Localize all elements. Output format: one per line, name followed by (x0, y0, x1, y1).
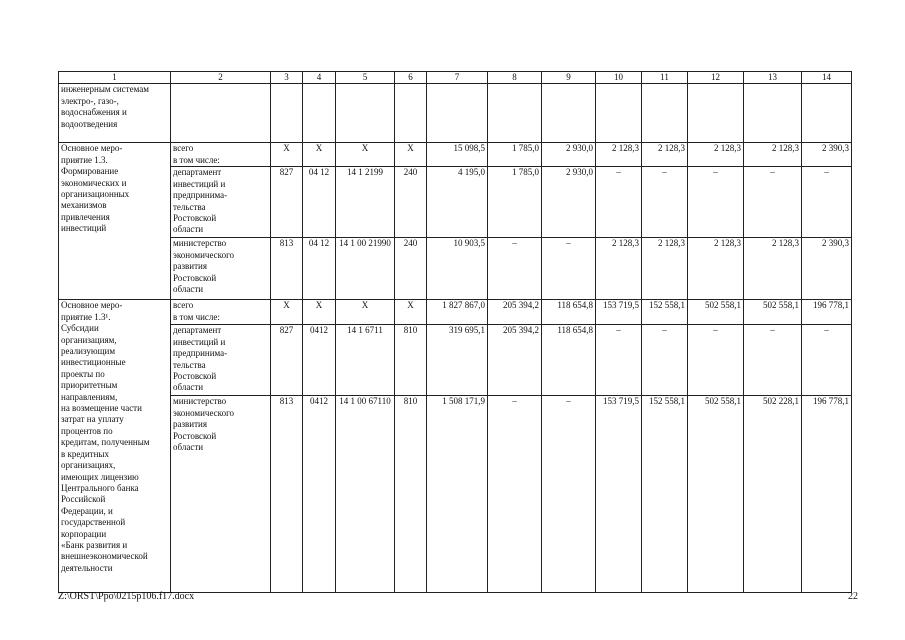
text-line: Ростовской (173, 272, 217, 283)
table-row (59, 396, 852, 593)
text-line: Ростовской (173, 371, 217, 382)
text-line: водоснабжения и (61, 107, 127, 118)
text-line: Федерации, и (61, 505, 113, 516)
text-line: в том числе: (173, 154, 220, 165)
amount-cell: 2 128,3 (642, 238, 688, 300)
expense-type-cell: 240 (395, 167, 427, 238)
amount-cell: 2 128,3 (688, 238, 744, 300)
col-number: 2 (171, 72, 271, 84)
section-code-cell: Х (303, 300, 336, 325)
text-line: экономических и (61, 177, 127, 188)
text-line: инвестиционные (61, 357, 126, 368)
amount-cell: 153 719,5 (596, 300, 642, 325)
text-line: организациям, (61, 334, 117, 345)
executor-cell (171, 238, 271, 300)
text-line: инженерным системам (61, 84, 149, 95)
amount-cell: 2 390,3 (802, 238, 852, 300)
amount-cell: 502 558,1 (688, 396, 744, 593)
col-number: 14 (802, 72, 852, 84)
amount-cell: 2 930,0 (542, 143, 596, 167)
text-line: департамент (173, 167, 222, 178)
col-number: 11 (642, 72, 688, 84)
amount-cell: 2 930,0 (542, 167, 596, 238)
amount-cell: – (488, 238, 542, 300)
text-line: водоотведения (61, 118, 118, 129)
activity-name-cell (59, 143, 171, 300)
executor-cell (171, 396, 271, 593)
text-line: инвестиций (61, 223, 107, 234)
text-line: Российской (61, 494, 106, 505)
text-line: на возмещение части (61, 403, 142, 414)
text-line: предпринима- (173, 348, 228, 359)
target-article-cell: 14 1 6711 (336, 325, 395, 396)
text-line: тельства (173, 201, 206, 212)
text-line: имеющих лицензию (61, 471, 139, 482)
expense-type-cell: 810 (395, 325, 427, 396)
text-line: Центрального банка (61, 482, 139, 493)
text-line: всего (173, 143, 194, 154)
expense-type-cell: Х (395, 143, 427, 167)
target-article-cell: 14 1 2199 (336, 167, 395, 238)
text-line: организационных (61, 189, 130, 200)
text-line: Формирование (61, 166, 119, 177)
section-code-cell: 04 12 (303, 238, 336, 300)
text-line: области (173, 284, 204, 295)
text-line: в кредитных (61, 448, 109, 459)
text-line: тельства (173, 359, 206, 370)
executor-cell (171, 325, 271, 396)
text-line: Ростовской (173, 213, 217, 224)
expense-type-cell: Х (395, 300, 427, 325)
text-line: «Банк развития и (61, 539, 128, 550)
text-line: министерство (173, 396, 227, 407)
table-row (59, 300, 852, 325)
col-number: 1 (59, 72, 171, 84)
amount-cell: – (488, 396, 542, 593)
amount-cell: 502 228,1 (744, 396, 802, 593)
text-line: области (173, 224, 204, 235)
document-file-path: Z:\ORST\Ppo\0215p106.f17.docx (58, 591, 195, 602)
amount-cell: 1 827 867,0 (427, 300, 488, 325)
amount-cell: 502 558,1 (688, 300, 744, 325)
amount-cell: – (542, 238, 596, 300)
amount-cell: – (688, 167, 744, 238)
text-line: экономического (173, 249, 235, 260)
section-code-cell: 04 12 (303, 167, 336, 238)
table-row (59, 167, 852, 238)
col-number: 6 (395, 72, 427, 84)
text-line: государственной (61, 517, 126, 528)
text-line: проекты по (61, 368, 105, 379)
amount-cell: 152 558,1 (642, 396, 688, 593)
text-line: инвестиций и (173, 336, 226, 347)
amount-cell: – (802, 325, 852, 396)
text-line: предпринима- (173, 190, 228, 201)
text-line: кредитам, полученным (61, 437, 150, 448)
amount-cell: 205 394,2 (488, 325, 542, 396)
text-line: реализующим (61, 346, 116, 357)
budget-table (58, 71, 852, 593)
text-line: инвестиций и (173, 178, 226, 189)
text-line: развития (173, 261, 208, 272)
col-number: 3 (271, 72, 303, 84)
text-line: департамент (173, 325, 222, 336)
target-article-cell: 14 1 00 67110 (336, 396, 395, 593)
executor-cell (171, 143, 271, 167)
amount-cell: 153 719,5 (596, 396, 642, 593)
amount-cell: 196 778,1 (802, 396, 852, 593)
amount-cell: 319 695,1 (427, 325, 488, 396)
target-article-cell: Х (336, 300, 395, 325)
grbs-code-cell: 813 (271, 238, 303, 300)
amount-cell: 2 128,3 (744, 238, 802, 300)
text-line: привлечения (61, 211, 110, 222)
amount-cell: 118 654,8 (542, 325, 596, 396)
col-number: 13 (744, 72, 802, 84)
col-number: 12 (688, 72, 744, 84)
col-number: 8 (488, 72, 542, 84)
table-row (59, 84, 852, 143)
text-line: развития (173, 419, 208, 430)
grbs-code-cell: 827 (271, 325, 303, 396)
text-line: электро-, газо-, (61, 95, 119, 106)
amount-cell: 196 778,1 (802, 300, 852, 325)
amount-cell: – (642, 325, 688, 396)
amount-cell: – (642, 167, 688, 238)
column-number-row (59, 72, 852, 84)
amount-cell: 1 508 171,9 (427, 396, 488, 593)
amount-cell: 10 903,5 (427, 238, 488, 300)
text-line: всего (173, 300, 194, 311)
text-line: в том числе: (173, 311, 220, 322)
amount-cell: 2 128,3 (642, 143, 688, 167)
amount-cell: – (596, 167, 642, 238)
amount-cell: – (542, 396, 596, 593)
page-number: 22 (848, 591, 858, 602)
text-line: Ростовской (173, 430, 217, 441)
amount-cell: – (596, 325, 642, 396)
col-number: 10 (596, 72, 642, 84)
expense-type-cell: 810 (395, 396, 427, 593)
col-number: 5 (336, 72, 395, 84)
grbs-code-cell: Х (271, 143, 303, 167)
text-line: экономического (173, 407, 235, 418)
expense-type-cell: 240 (395, 238, 427, 300)
amount-cell: 15 098,5 (427, 143, 488, 167)
section-code-cell: 0412 (303, 325, 336, 396)
amount-cell: 2 128,3 (744, 143, 802, 167)
col-number: 7 (427, 72, 488, 84)
grbs-code-cell: 813 (271, 396, 303, 593)
amount-cell: 152 558,1 (642, 300, 688, 325)
target-article-cell: 14 1 00 21990 (336, 238, 395, 300)
table-row (59, 238, 852, 300)
text-line: внешнеэкономической (61, 551, 148, 562)
text-line: Основное меро- (61, 300, 123, 311)
amount-cell: – (744, 325, 802, 396)
text-line: области (173, 442, 204, 453)
amount-cell: – (744, 167, 802, 238)
text-line: механизмов (61, 200, 107, 211)
amount-cell: 502 558,1 (744, 300, 802, 325)
text-line: затрат на уплату (61, 414, 124, 425)
text-line: министерство (173, 238, 227, 249)
text-line: приятие 1.3¹. (61, 311, 111, 322)
table-row (59, 143, 852, 167)
text-line: Основное меро- (61, 143, 123, 154)
amount-cell: 2 390,3 (802, 143, 852, 167)
amount-cell: 2 128,3 (688, 143, 744, 167)
target-article-cell: Х (336, 143, 395, 167)
col-number: 4 (303, 72, 336, 84)
amount-cell: 118 654,8 (542, 300, 596, 325)
text-line: направлениям, (61, 391, 118, 402)
text-line: деятельности (61, 562, 113, 573)
col-number: 9 (542, 72, 596, 84)
amount-cell: 1 785,0 (488, 167, 542, 238)
amount-cell: – (688, 325, 744, 396)
table-row (59, 325, 852, 396)
text-line: корпорации (61, 528, 107, 539)
amount-cell: 2 128,3 (596, 143, 642, 167)
amount-cell: – (802, 167, 852, 238)
activity-name-cell (59, 300, 171, 593)
text-line: Субсидии (61, 323, 99, 334)
grbs-code-cell: 827 (271, 167, 303, 238)
section-code-cell: 0412 (303, 396, 336, 593)
amount-cell: 1 785,0 (488, 143, 542, 167)
text-line: процентов по (61, 425, 113, 436)
amount-cell: 205 394,2 (488, 300, 542, 325)
text-line: приятие 1.3. (61, 154, 108, 165)
amount-cell: 4 195,0 (427, 167, 488, 238)
executor-cell (171, 167, 271, 238)
amount-cell: 2 128,3 (596, 238, 642, 300)
activity-name-cell (59, 84, 171, 143)
section-code-cell: Х (303, 143, 336, 167)
grbs-code-cell: Х (271, 300, 303, 325)
text-line: организациях, (61, 460, 116, 471)
text-line: приоритетным (61, 380, 118, 391)
text-line: области (173, 382, 204, 393)
executor-cell (171, 300, 271, 325)
